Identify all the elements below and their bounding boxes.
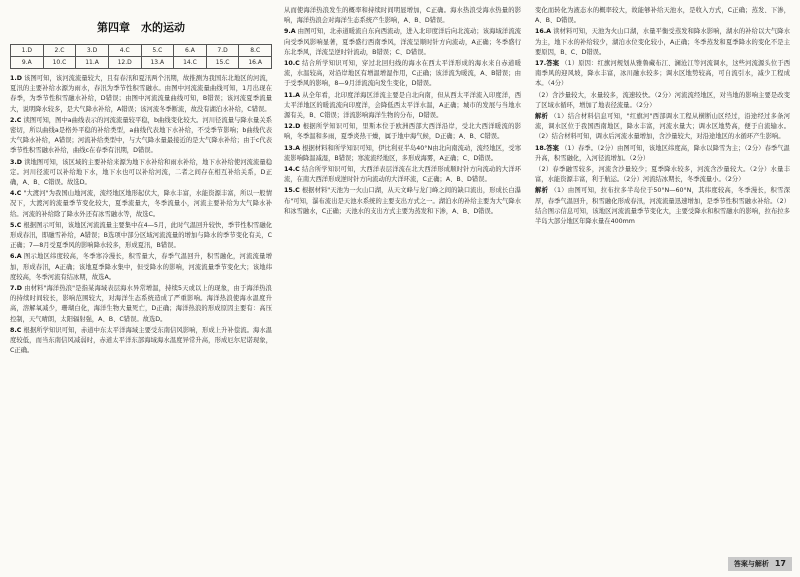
answer-table xyxy=(10,44,272,69)
answer-paragraph xyxy=(284,165,521,185)
question-number: 9.A xyxy=(284,28,296,36)
answer-cell: 2.C xyxy=(43,45,76,57)
question-number: 13.A xyxy=(284,144,301,152)
answer-text: 根据所学知识可知，里斯本位于欧洲西部大西洋沿岸，受北大西洋暖流的影响，冬季温和多雨，夏季炎热干燥，属于地中海气候，D正确；A、B、C错误。 xyxy=(284,123,521,141)
answer-paragraph xyxy=(10,74,272,115)
answer-cell: 11.A xyxy=(76,57,109,69)
answer-paragraph xyxy=(535,6,790,26)
page-footer xyxy=(0,553,800,577)
question-number: 11.A xyxy=(284,91,301,99)
answer-text: 从全年看，北印度洋海区洋流主要是自北向南，但从西太平洋流入印度洋，西太平洋地区的暖流流向印度洋，会降低西太平洋水温，A正确；城市的发展与当地水源有关，B、C错误；洋流影响海洋生物的分布，D错误。 xyxy=(284,91,521,120)
question-number: 17.答案 xyxy=(535,60,560,68)
question-number: 6.A xyxy=(10,253,22,261)
answer-text: 该图可知，该河流流量较大，且有春汛和夏汛两个汛期，故推测为我国东北地区的河流，夏汛的主要补给水源为雨水，春汛为季节性积雪融水。由图中河流流量曲线可知，1月出现在春季，为季节性积雪融水补给，D错误；由图中河流流量曲线可知，B错误；该河流夏季流量大，说明降水较多，是大气降水补给，A错误；该河流冬季断流，故没有湖泊水补给，C错误。 xyxy=(10,75,272,113)
answer-paragraph xyxy=(10,326,272,357)
answer-cell: 16.A xyxy=(239,57,272,69)
answer-cell: 8.C xyxy=(239,45,272,57)
answer-text: （2）含沙量较大，水量较多，流速较快。（2分）河流流经地区，对当地的影响主要是改变了区域水循环，增加了地表径流量。（2分） xyxy=(535,91,790,109)
answer-cell: 1.D xyxy=(11,45,44,57)
answer-text: 变化而转化为液态水的概率较大，故能够补给天池水，是收入方式，C正确；蒸发、下渗，A、B、D错误。 xyxy=(535,7,790,25)
answer-paragraph xyxy=(535,112,790,143)
page-number: 17 xyxy=(774,559,786,568)
question-number: 7.D xyxy=(10,285,23,293)
answer-paragraph xyxy=(10,252,272,283)
answer-paragraph xyxy=(535,165,790,185)
column-left-body xyxy=(10,74,272,356)
answer-paragraph xyxy=(284,27,521,58)
answer-text: 由图可知，北赤道暖流自东向西流动，进入北印度洋后向北流动；该海域洋流流向受季风影响显著，夏季盛行西南季风，洋流呈顺时针方向流动，A正确；冬季盛行东北季风，洋流呈逆时针流动，B错误；C、D错误。 xyxy=(284,28,521,56)
answer-cell: 5.C xyxy=(141,45,174,57)
answer-paragraph xyxy=(10,158,272,189)
question-number: 4.C xyxy=(10,190,22,198)
answer-text: "大渡河"为我国山地河流，流经地区地形起伏大，降水丰富，水能资源丰富，所以一般情况下，大渡河的流量季节变化较大，夏季流量大，冬季流量小，河流主要补给为大气降水补给。河流的补给除了降水外还有冰雪融水等，故选C。 xyxy=(10,190,272,218)
answer-cell: 4.C xyxy=(108,45,141,57)
question-number: 12.D xyxy=(284,123,301,131)
answer-paragraph xyxy=(284,6,521,26)
column-right-body xyxy=(535,6,790,227)
answer-text: （1）春季。（2分）由图可知，该地区纬度高，降水以降雪为主；（2分）春季气温升高，积雪融化，入河径流增加。（2分） xyxy=(535,144,790,162)
question-number: 3.D xyxy=(10,158,23,166)
answer-cell: 13.A xyxy=(141,57,174,69)
question-number: 2.C xyxy=(10,116,22,124)
question-number: 解析 xyxy=(535,113,549,121)
page-number-box xyxy=(728,557,792,571)
chapter-title: 第四章 水的运动 xyxy=(97,21,185,34)
answer-text: （1）结合材料信息可知，"红旗河"西部调水工程从横断山区经过，沿途经过多条河流，调水区位于我国西南地区，降水丰富，河流水量大；调水区地势高，便于自流输水。（2）结合材料可知，调水后河流水量增加，含沙量较大，对沿途地区的水循环产生影响。 xyxy=(535,113,790,141)
answer-paragraph xyxy=(535,91,790,111)
answer-paragraph xyxy=(284,144,521,164)
answer-text: 图示地区纬度较高，冬季寒冷漫长，积雪量大，春季气温回升，积雪融化，河流流量增加，形成春汛，A正确；该地夏季降水集中，但受降水的影响，河流流量季节变化大；该地纬度较高，冬季河流有结冰期，故选A。 xyxy=(10,253,272,281)
answer-cell: 7.D xyxy=(206,45,239,57)
question-number: 解析 xyxy=(535,187,549,195)
answer-paragraph xyxy=(10,221,272,252)
answer-paragraph xyxy=(535,59,790,90)
answer-cell: 15.C xyxy=(206,57,239,69)
column-right xyxy=(535,6,790,546)
answer-row xyxy=(11,45,272,57)
answer-cell: 12.D xyxy=(108,57,141,69)
answer-paragraph xyxy=(284,122,521,142)
question-number: 10.C xyxy=(284,60,300,68)
column-left xyxy=(10,6,272,546)
answer-row xyxy=(11,57,272,69)
column-middle-body xyxy=(284,6,521,217)
answer-cell: 9.A xyxy=(11,57,44,69)
question-number: 18.答案 xyxy=(535,144,559,152)
answer-paragraph xyxy=(284,186,521,217)
answer-text: （1）原因：红旗河规划从雅鲁藏布江、澜沧江等河流调水，这些河流源头位于西南季风的迎风坡，降水丰富，冰川融水较多；调水区地势较高，可自流引水，减少工程成本。（4分） xyxy=(535,60,790,88)
answer-text: 读地图可知，该区域的主要补给来源为地下水补给和雨水补给，地下水补给使河流流量稳定。河川径流可以补给地下水，地下水也可以补给河流，二者之间存在相互补给关系，D正确，A、B、C错误。故选D。 xyxy=(10,158,272,187)
answer-text: 结合所学知识可知，穿过北回归线的海水在西太平洋形成的海水来自赤道暖流，水温较高，对沿岸地区有增温增湿作用，C正确；该洋流为暖流，A、B错误；由于受季风的影响，8—9月洋流流向发生变化，D错误。 xyxy=(284,60,521,88)
answer-text: 读图可知，图中a曲线表示的河流流量较平稳，b曲线变化较大。河川径流量与降水量关系密切，所以曲线a是格外平稳的补给类型，a曲线代表地下水补给，不受季节影响；b曲线代表大气降水补给，A错误；河流补给类型中，与大气降水量最接近的是大气降水补给；由于c代表季节性积雪融水补给，曲线c在春季有汛期，D错误。 xyxy=(10,116,272,155)
question-number: 15.C xyxy=(284,187,300,195)
question-number: 8.C xyxy=(10,326,22,334)
answer-text: 读材料可知，天池为火山口湖，水量平衡受蒸发和降水影响，湖水的补给以大气降水为主，地下水的补给较少，湖泊水位变化较小，A正确；冬季蒸发和夏季降水的变化不是主要原因，B、C、D错误。 xyxy=(535,28,790,56)
answer-text: 结合所学知识可知，大西洋表层洋流在北大西洋形成顺时针方向流动的大洋环流，在南大西洋形成逆时针方向流动的大洋环流，C正确；A、B、D错误。 xyxy=(284,166,521,184)
question-number: 5.C xyxy=(10,221,22,229)
answer-paragraph xyxy=(10,116,272,157)
answer-paragraph xyxy=(535,27,790,58)
question-number: 1.D xyxy=(10,75,23,82)
answer-cell: 3.D xyxy=(76,45,109,57)
column-middle xyxy=(284,6,521,546)
question-number: 16.A xyxy=(535,28,552,36)
answer-paragraph xyxy=(284,59,521,90)
question-number: 14.C xyxy=(284,166,300,174)
answer-text: 从而使海洋热浪发生的概率和持续时间明显增加，C正确。海水热浪受海水热量的影响，海洋热浪会对海洋生态系统产生影响，A、B、D错误。 xyxy=(284,7,521,25)
answer-paragraph xyxy=(10,189,272,220)
answer-paragraph xyxy=(535,144,790,164)
answer-text: 由材料"海洋热浪"是指某海域表层海水异常增温，持续5天或以上的现象，由于海洋热浪的持续时间较长，影响范围较大，对海洋生态系统造成了严重影响。海洋热浪使海水温度升高，溶解氧减少，珊瑚白化，海洋生物大量死亡，D正确；海洋热浪的形成原因主要有：高压控制，天气晴朗，太阳辐射强，A、B、C错误。故选D。 xyxy=(10,285,272,323)
answer-text: 根据图示可知，该地区河流流量主要集中在4—5月，此时气温回升较快，季节性积雪融化形成春汛，即融雪补给，A错误；B选项中部分区域河流流量的增加与降水的季节变化有关，C正确；7—8月受夏季风的影响降水较多，形成夏汛，B错误。 xyxy=(10,221,272,250)
footer-label: 答案与解析 xyxy=(733,560,769,568)
answer-text: 根据所学知识可知，赤道中东太平洋海域主要受东南信风影响，形成上升补偿流。海水温度较低，而当东南信风减弱时，赤道太平洋东部海域海水温度异常升高，形成厄尔尼诺现象，C正确。 xyxy=(10,326,272,355)
answer-paragraph xyxy=(535,186,790,227)
answer-cell: 10.C xyxy=(43,57,76,69)
answer-paragraph xyxy=(10,284,272,325)
answer-cell: 14.C xyxy=(174,57,207,69)
answer-text: 根据材料和所学知识可知，伊比利亚半岛40°N由北向南流动，流经地区，受寒流影响降温减湿，B错误；寒流流经地区，多形成海雾，A正确；C、D错误。 xyxy=(284,144,521,162)
answer-text: （2）春季融雪较多，河流含沙量较少；夏季降水较多，河流含沙量较大。（2分）水量丰富，水能资源丰富，利于航运。（2分）河流结冰期长，冬季流量小。（2分） xyxy=(535,166,790,184)
answer-cell: 6.A xyxy=(174,45,207,57)
answer-paragraph xyxy=(284,91,521,122)
answer-text: （1）由图可知，拉布拉多半岛位于50°N—60°N，其纬度较高，冬季漫长，积雪深厚，春季气温回升，积雪融化形成春汛，河流流量迅速增加，是季节性积雪融水补给。（2）结合图示信息可知，该地区河流流量季节变化大，主要受降水和积雪融水的影响，拉布拉多半岛大部分地区年降水量在400mm xyxy=(535,187,790,226)
answer-text: 根据材料"天池为一火山口湖，从天文峰与龙门峰之间的缺口流出，形成长白瀑布"可知，瀑布流出是天池水系统的主要支出方式之一。湖泊水的补给主要为大气降水和冰雪融水，C正确；天池水的支出方式主要为蒸发和下渗，A、B、D错误。 xyxy=(284,187,521,215)
